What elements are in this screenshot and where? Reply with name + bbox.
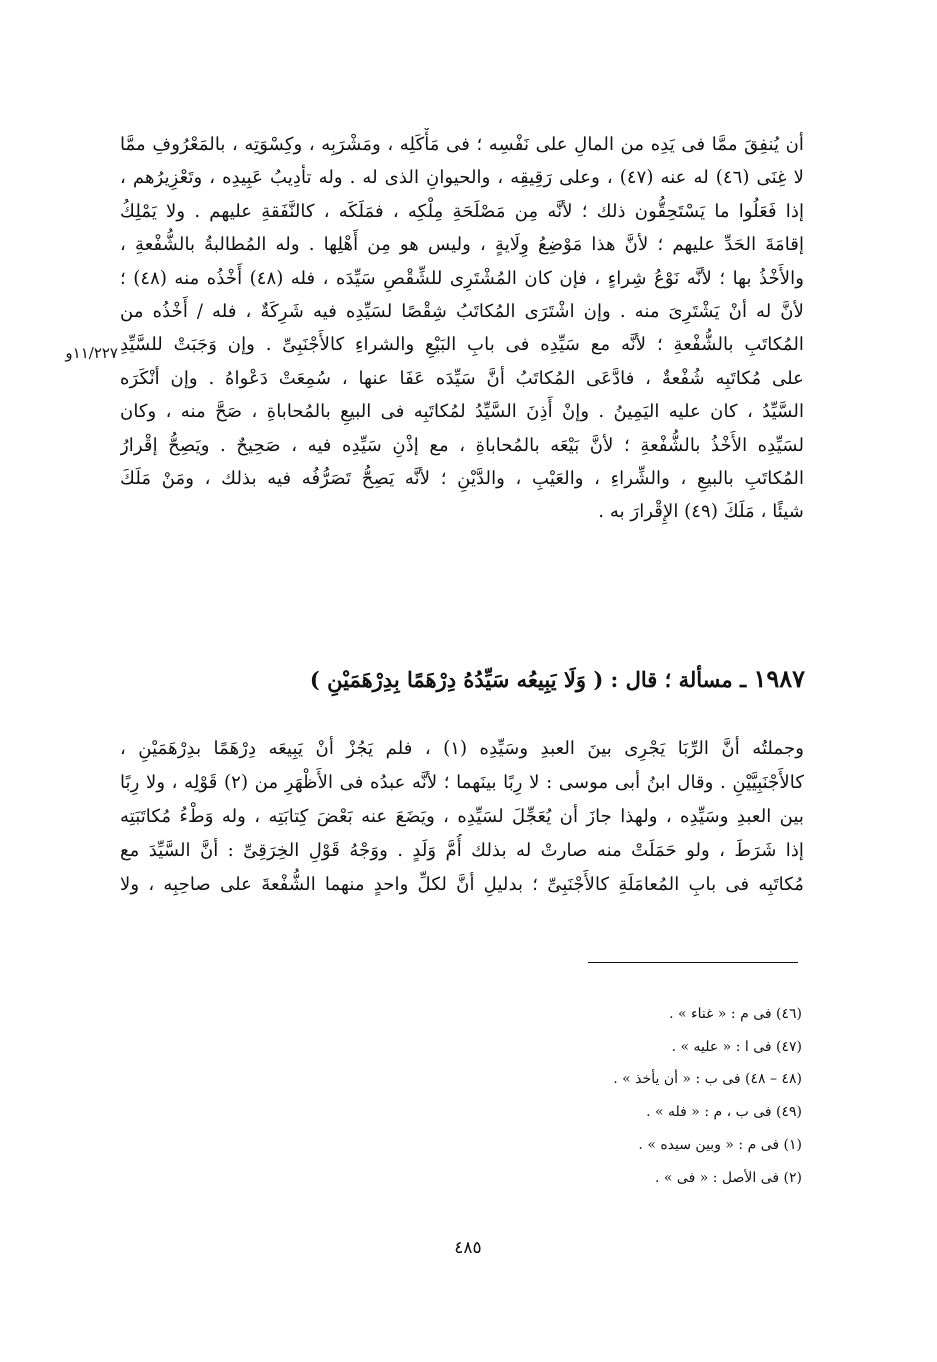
second-text-block (120, 732, 804, 902)
footnote: (١) فى م : « وبين سيده » . (638, 1136, 802, 1153)
mas-ala-number: ١٩٨٧ (753, 664, 805, 693)
section-heading-text: ـ مسألة ؛ قال : ( وَلَا يَبِيعُه سَيِّدُهُ دِرْهَمًا بِدِرْهَمَيْنِ ) (309, 667, 747, 692)
text-line: لأنَّ له أنْ يَشْتَرِىَ منه . وإن اشْتَرَى المُكاتَبُ شِقْصًا لسَيِّدِه فيه شَرِكَةٌ ، فله / أَخْذُه من (120, 301, 804, 323)
footnote: (٤٩) فى ب ، م : « فله » . (646, 1104, 802, 1121)
text-line: إذا فَعَلُوا ما يَسْتَحِقُّون ذلك ؛ لأنَّه مِن مَصْلَحَةِ مِلْكِه ، فمَلَكَه ، كالنَّفَقةِ عليهم . ولا يَمْلِكُ (120, 200, 804, 222)
footnote: (٤٦) فى م : « غناء » . (669, 1006, 802, 1022)
page-number: ٤٨٥ (454, 1238, 482, 1258)
main-text-block (120, 128, 804, 529)
text-line: لسَيِّدِه الأَخْذُ بالشُّفْعةِ ؛ لأنَّ بَيْعَه بالمُحاباةِ ، مع إذْنِ سَيِّدِه فيه ، صَحِيحٌ . ويَصِحُّ إقْرارُ (120, 434, 804, 456)
text-line: السَّيِّدُ ، كان عليه اليَمِينُ . وإنْ أَذِنَ السَّيِّدُ لمُكاتَبِه فى البيعِ بالمُحاباةِ ، صَحَّ منه ، وكان (120, 401, 804, 423)
text-line: على مُكاتَبِه شُفْعةٌ ، فادَّعَى المُكاتَبُ أنَّ سَيِّدَه عَفَا عنها ، سُمِعَتْ دَعْواهُ . وإن أنْكَرَه (120, 367, 804, 389)
manuscript-folio-note: ١١/٢٢٧و (65, 344, 118, 362)
text-line: إقامَةَ الحَدِّ عليهم ؛ لأنَّ هذا مَوْضِعُ وِلَايةٍ ، وليس هو مِن أَهْلِها . وله المُطالبةُ بالشُّفْعةِ ، (120, 234, 804, 256)
text-line: لا غِنَى (٤٦) له عنه (٤٧) ، وعلى رَقِيقِه ، والحيوانِ الذى له . وله تأدِيبُ عَبِيدِه ، وتَعْزِيرُهم ، (120, 167, 804, 189)
section-heading (260, 664, 805, 693)
text-line: المُكاتَبِ بالشُّفْعةِ ؛ لأنَّه مع سَيِّدِه فى بابِ البَيْعِ والشراءِ كالأَجْنَبِىِّ . وإن وَجَبَتْ للسَّيِّدِ (120, 334, 804, 356)
text-line: بين العبدِ وسَيِّدِه ، ولهذا جازَ أن يُعَجِّلَ لسَيِّدِه ، ويَضَعَ عنه بَعْضَ كِتابَتِه ، وله وَطْءُ مُكاتَبَتِه (120, 806, 804, 827)
text-line: كالأَجْنَبِيَّيْنِ . وقال ابنُ أبى موسى : لا رِبًا بينَهما ؛ لأنَّه عبدُه فى الأَظْهَرِ من (٢) قَوْلِه ، ولا رِبًا (120, 772, 804, 793)
text-line: المُكاتَبِ بالبيعِ ، والشِّراءِ ، والعَيْبِ ، والدَّيْنِ ؛ لأنَّه يَصِحُّ تَصَرُّفُه فيه بذلك ، ومَنْ مَلَكَ (120, 468, 804, 490)
text-line: وجملتُه أنَّ الرِّبَا يَجْرِى بينَ العبدِ وسَيِّدِه (١) ، فلم يَجُزْ أنْ يَبِيعَه دِرْهَمًا بدِرْهَمَيْنِ ، (120, 738, 804, 759)
text-line: مُكاتَبِه فى بابِ المُعامَلَةِ كالأَجْنَبِىِّ ؛ بدليلِ أنَّ لكلِّ واحدٍ منهما الشُّفْعةَ على صاحِبِه ، ولا (120, 874, 804, 895)
text-line: شيئًا ، مَلَكَ (٤٩) الإِقْرارَ به . (598, 501, 804, 523)
text-line: إذا شَرَطَ ، ولو حَمَلَتْ منه صارتْ له بذلك أُمَّ وَلَدٍ . ووَجْهُ قَوْلِ الخِرَقِىِّ : أنَّ السَّيِّدَ مع (120, 840, 804, 861)
footnotes (440, 998, 802, 1194)
footnote: (٢) فى الأصل : « فى » . (655, 1169, 802, 1186)
footnote: (٤٧) فى ا : « عليه » . (671, 1038, 802, 1055)
text-line: أن يُنفِقَ ممَّا فى يَدِه من المالِ على نَفْسِه ؛ فى مَأْكَلِه ، ومَشْرَبِه ، وكِسْوَتِه ، بالمَعْرُوفِ ممَّا (120, 134, 804, 155)
footnote-separator (588, 962, 798, 963)
text-line: والأَخْذُ بها ؛ لأنَّه نَوْعُ شِراءٍ ، فإن كان المُشْتَرِى للشِّقْصِ سَيِّدَه ، فله (٤٨) أَخْذُه منه (٤٨) ؛ (120, 267, 804, 289)
footnote: (٤٨ – ٤٨) فى ب : « أن يأخذ » . (613, 1071, 802, 1088)
